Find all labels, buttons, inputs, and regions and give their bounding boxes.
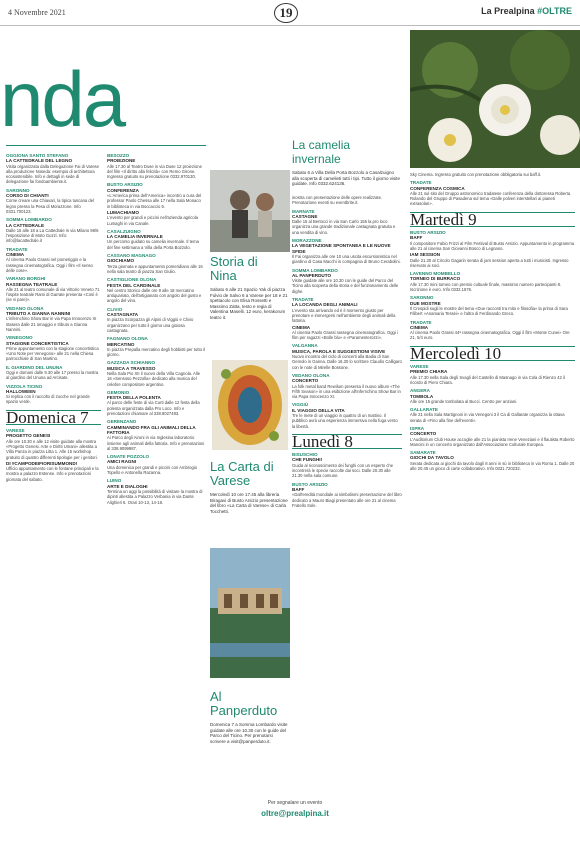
listing-location: MORAZZONE bbox=[292, 238, 322, 244]
listing-location: CASALZUIGNO bbox=[107, 228, 141, 234]
issue-date: 4 Novembre 2021 bbox=[8, 8, 66, 17]
page-number: 19 bbox=[274, 3, 298, 23]
section-divider bbox=[6, 145, 206, 146]
listing bbox=[292, 268, 402, 294]
listing-text: Ufficio appuntamento con le fontane principali e la mostra a palazzo Estense. Info e prenotazioni giornata del sabato. bbox=[6, 466, 99, 482]
listing-title: TOMBOLA bbox=[410, 393, 434, 399]
listing bbox=[410, 320, 575, 341]
listing bbox=[6, 365, 101, 381]
listing-title: CONCERTO bbox=[410, 431, 437, 437]
listing-title: LUMACHIAMO bbox=[107, 209, 139, 215]
listing bbox=[6, 306, 101, 332]
listing-text: Alle 17.30 mini torneo con premio cultuale finale, massimo numero partecipanti 8. Iscrizione è euro. Info 0332.1876. bbox=[410, 281, 562, 293]
listing bbox=[410, 271, 575, 292]
listing bbox=[107, 360, 205, 386]
listing-title: CORSO DI CHIANTI bbox=[6, 193, 49, 199]
listing bbox=[107, 307, 205, 333]
listing-location: LAVENNO MOMBELLO bbox=[410, 271, 461, 277]
listing-location: VARESE bbox=[6, 428, 25, 434]
day-heading: Mercoledì 10 bbox=[410, 346, 575, 361]
listing bbox=[6, 247, 101, 273]
feature-panperduto-title: Al Panperduto bbox=[210, 689, 278, 718]
listing-text: Terza giornata e appuntamento pomeridiano alle 16 nella sala teatro di piazza San Giulio. bbox=[107, 263, 203, 274]
listing bbox=[107, 253, 205, 274]
listing-text: Alle 21 nella Sala Martignoni in via Venegoni 3 il Ca di Gallarate organizza la ottava serata di «Fino alla fine dell'eventi». bbox=[410, 412, 565, 423]
listing-title: CASTAGNE bbox=[292, 213, 318, 219]
listing-text: Nel centro Storico dalle ore 9 alle 18 mercatino antiquariato, dell'artigianato con angolo del gusto e angolo del vino. bbox=[107, 287, 202, 304]
listing-text: Al cinema Paolo Grassi rassegna cinematografica. Oggi i film per ragazzi «Bolle blu» e «Paramenterozzi». bbox=[292, 329, 398, 341]
listing-text: Oggi e domani dalle 9.30 alle 17 presso la mostra al giardino del Ununa ad Arcisate. bbox=[6, 369, 99, 381]
listing-text: Ai Parco degli Aironi in via Inglesina laboratorio insieme agli animali della fattoria. Info e prenotazioni al 338.9099987. bbox=[107, 435, 205, 451]
listing-location: OGGIONA SANTO STEFANO bbox=[6, 153, 69, 158]
listing bbox=[107, 210, 205, 226]
listing-text: L'evento per grandi e piccini nell'azienda agricola Lumaghi in via Canale. bbox=[107, 215, 198, 226]
listing-location: VEDANO OLONA bbox=[292, 372, 330, 378]
listing bbox=[107, 454, 205, 475]
listing bbox=[6, 335, 101, 361]
listing bbox=[292, 402, 402, 428]
listing-text: In piazza Prepalla mercatino degli hobbisti per tutto il giorno. bbox=[107, 346, 205, 358]
listing-text: Guida al riconoscimento dei funghi con un esperto che incontrerà le specie raccolte dai soci. Dalle 20.30 alle 21.30 nella sala comune. bbox=[292, 462, 394, 479]
listing-location: BUSTO ARSIZIO bbox=[107, 182, 143, 188]
listing-text: Nella Sala Pio XII il nuovo della Villa Cagnola. Alle 16 «Sensoso Pezzolla» dedicato alla musica del celebre compositore argentino. bbox=[107, 370, 201, 387]
listing bbox=[107, 277, 205, 303]
listing-title: PROIEZIONE bbox=[107, 158, 136, 164]
listing-text: Alle ore 15 grande tombolata al Bucci. Centro per anziani. bbox=[410, 398, 518, 404]
listing bbox=[410, 180, 575, 206]
listing-location: CASSANO MAGNAGO bbox=[107, 253, 156, 259]
listing bbox=[6, 217, 101, 243]
listing-location: GALLARATE bbox=[410, 407, 438, 413]
listing-title: LA LOCANDA DEGLI ANIMALI bbox=[292, 302, 358, 308]
listing-title: CINEMA bbox=[6, 252, 25, 258]
listing bbox=[292, 209, 402, 235]
listing-location: VARANO BORGHI bbox=[6, 276, 46, 282]
listing-title: LA VEGETAZIONE SPONTANEA E LE NUOVE SFIDE bbox=[292, 243, 391, 254]
feature-camelia-text: Sabato 6 a Villa Della Porta Bozzolo a Casalzuigno alla scoperta di camelieti tutti i tipi. Tutto il giorno visite guidate. Info 0332.624136. bbox=[292, 170, 401, 187]
listing bbox=[107, 390, 205, 416]
listing-text: Alle 17.30 nella Sala degli Svagli del Castello di Masnago in via Cola di Rienzo 42 il ricordo di Piero Chiara. bbox=[410, 374, 565, 385]
listing-location: VARESE bbox=[410, 364, 429, 370]
listing bbox=[107, 336, 205, 357]
listing bbox=[292, 325, 402, 341]
listing-title: TORNEO DI BURRACO bbox=[410, 276, 461, 282]
feature-nina bbox=[210, 255, 288, 321]
listing-title: PROGETTO GENESI bbox=[6, 433, 51, 439]
listing-text: In piazza Scorpazza gli Alpini di Viggiù e Clivio organizzano per tutto il giorno una gioiosa castagnata. bbox=[107, 317, 194, 333]
listing-text: «L'America prima dell'America» incontro a cura del professor Paolo Chessa alle 17 nella Sala Monaco in biblioteca in via Boccaccio 5. bbox=[107, 193, 202, 209]
col1-top bbox=[6, 153, 101, 405]
listing-text: Si replica con il raccolto di zucche nel grande spazio verde. bbox=[6, 394, 90, 405]
listing-location: FAGNANO OLONA bbox=[107, 336, 148, 342]
feature-carta-text: Mercoledì 10 ore 17.45 alla libreria Biragavi di Busto Arsizio presentazione del libro «La Carta di Varese» di Carla Tocchetti. bbox=[210, 492, 288, 514]
listing-text: Il Crespidi sugli le mostre del tema «Due racconti tra mito e filosofia» la prima di Sara Filibert «Anamaria Tessei» e l'altra di Ferdinando Greco. bbox=[410, 305, 568, 317]
listing-text: Una domenica per grandi e piccini con Ambrogio Topello e Antonella Razanna. bbox=[107, 464, 198, 476]
listing-location: BUSTO ARSIZIO bbox=[410, 230, 446, 236]
listing-location: BISUSCHIO bbox=[292, 452, 318, 458]
listing bbox=[410, 252, 575, 268]
listing-text: inostra con presentazione delle opere realizzate. Prenotazione eventi su eventbrite.it. bbox=[292, 195, 383, 206]
listing-text: Dalle 15 al Bertocci in via San Carlo 155 la pro loco organizza una grande tradizionale castagnata gratuita e una vendita di vino. bbox=[292, 219, 396, 235]
feature-carta-title: La Carta di Varese bbox=[210, 459, 274, 488]
listing-location: TRADATE bbox=[410, 180, 432, 186]
listing-location: SAMARATE bbox=[410, 450, 436, 456]
listing-title: BAFF bbox=[292, 486, 305, 492]
listing bbox=[292, 373, 402, 399]
section-title: nda bbox=[0, 55, 125, 143]
listing-text: L'evento sta arrivando ed è il momento giusto per prenotare e immergersi nell'ambiente degli animali della fattoria. bbox=[292, 307, 396, 324]
listing bbox=[6, 276, 101, 302]
listing-text: Prime appuntamento con la stagione concertistica «Uno Note per Venegono» alle 21 nella Chiesa parrocchiale di San Martino. bbox=[6, 345, 99, 362]
listing-text: Il Fai organizza alle ore 10 una uscita escursionistica nel giardino di Casa Macchi in compagnia di Bruno Cerabolini. bbox=[292, 253, 401, 265]
listing bbox=[107, 182, 205, 208]
listing-location: LONATE POZZOLO bbox=[107, 454, 150, 460]
listing-text: Come creare una Chiavari, la tipica tuscana del legno presso la Pesa di Morazzone. Info 0331.700123. bbox=[6, 198, 94, 214]
listing-text: Tre le mete di un viaggio in quattro di un mattino. Il pubblico avrà una esperienza immersiva nella fuga verso la libertà. bbox=[292, 412, 398, 429]
listing-title: CONCERTO bbox=[292, 378, 319, 384]
listing-location: VEDANO OLONA bbox=[6, 305, 44, 311]
listing-text: Dalle 21.30 al Circolo Gagarin serata di jam session aperta a tutti i musicisti. Ingresso riservato ai soci. bbox=[410, 257, 569, 268]
listing-title: CAMMINANDO FRA GLI ANIMALI DELLA FATTORIA bbox=[107, 424, 196, 435]
page-header bbox=[0, 0, 580, 26]
carta-photo bbox=[212, 360, 288, 450]
listing-title: ARTE E DIALOGHI bbox=[107, 483, 148, 489]
listing bbox=[107, 153, 205, 179]
feature-camelia-title: La camelia invernale bbox=[292, 138, 351, 166]
listing bbox=[107, 478, 205, 504]
listing-location: ISPRA bbox=[410, 425, 425, 431]
listing-location: VALGANNA bbox=[292, 343, 318, 349]
listing-text: «Dall'eredità mondiale ai simbolismi presentazione del libro dedicato a Mauro Biagi presentato alle ore 21 al cinema Fratello Sole. bbox=[292, 492, 402, 508]
listing-text: Al parco delle feste di via Curti dalle 12 festa della polenta organizzata dalla Pro Loco. Info e prenotazioni chiamare al 338.9027493. bbox=[107, 400, 200, 417]
submit-label: Per segnalare un evento bbox=[267, 800, 323, 806]
listing-location: TRADATE bbox=[6, 246, 28, 252]
listing-text: Visite guidate alle ore 10.30 con le guide del Parco del Ticino alla scoperta della storia e del funzionamento delle dighe. bbox=[292, 278, 399, 294]
listing-title: TRIBUTO A GIANNA NANNINI bbox=[6, 311, 71, 317]
listing-location: GEMONIO bbox=[107, 389, 130, 395]
listing-text: Al cinema Paolo Grassi 44ª rassegna cinematografica. Oggi il film «Monte Cunei» Ore 21, 5/4 euro. bbox=[410, 330, 570, 341]
listing bbox=[107, 229, 205, 250]
listing-title: PREMIO CHIARA bbox=[410, 369, 448, 375]
listing-title: DUE MOSTRE bbox=[410, 300, 441, 306]
listing bbox=[410, 230, 575, 251]
listing-location: BUSTO ARSIZIO bbox=[292, 481, 328, 487]
listing-text: Termina un aggi la possibilità di visitare la mostra di dipinti allestita a Palazzo Verbania in via Dante Alighieri 6. Orari 10-13, 14-18. bbox=[107, 488, 203, 505]
listing-text: Un percorso guidato su camelia invernale. Il tema del fine settimana a Villa della Porta Bozzolo. bbox=[107, 239, 199, 250]
feature-nina-title: Storia di Nina bbox=[210, 254, 258, 283]
listing-title: AL PANPERDUTO bbox=[292, 272, 332, 278]
submit-event-box bbox=[210, 800, 380, 818]
listing-text: Alle 21 al teatro comunale di via Vittorio Veneto 71 l'ospite teatrale Rami di Garrate presenta «Così è (se vi pare)». bbox=[6, 286, 100, 303]
listing-title: BAFF bbox=[410, 235, 423, 241]
listing-title: FESTA DEL CARDINALE bbox=[107, 282, 161, 288]
listing bbox=[292, 195, 402, 206]
listing bbox=[292, 452, 402, 478]
listing-location: MARNATE bbox=[292, 208, 315, 214]
listing-location: ANGERA bbox=[410, 388, 430, 394]
listing-text: Alle ore 10.30 e alle 12 visite guidate alla mostra «Progetto Genesi. Arte e Diritti Umani» allestita a Villa Panza in piazza Litta 1. Alle 15 workshop gratuito di quattro differenti tipologie per i genitori. bbox=[6, 438, 98, 460]
listing-title: LA CATTEDRALE DEL LEGNO bbox=[6, 158, 73, 164]
listing-location: TRADATE bbox=[410, 319, 432, 325]
listing-location: BESOZZO bbox=[107, 153, 130, 158]
listing-title: IL VIAGGIO DELLA VITA bbox=[292, 407, 345, 413]
listing-location: LUINO bbox=[107, 478, 122, 484]
listing-location: SOMMA LOMBARDO bbox=[6, 217, 52, 223]
listing-title: CONFERENZA COSMICA bbox=[410, 185, 465, 191]
feature-panperduto-text: Domenica 7 a Somma Lombardo visite guidate alle ore 10.30 con le guide del Parco del Ticino. Per prenotarsi scrivere a visit@panperduto.it. bbox=[210, 722, 288, 744]
brand-name: La Prealpina bbox=[481, 6, 535, 16]
listing-location: GAZZADA SCHIANNO bbox=[107, 360, 156, 366]
listing-location: VENEGONO bbox=[6, 335, 33, 341]
listing bbox=[6, 188, 101, 214]
feature-camelia bbox=[292, 138, 402, 187]
listing-text: L'Auditorium Club House accoglie alle 21 la pianista Irene Veneziani e il flautista Roberto Mancini in un concerto organizzato dall'Associazione Culturale Europea. bbox=[410, 436, 575, 447]
listing-location: SARONNO bbox=[6, 187, 30, 193]
camelia-photo bbox=[410, 30, 580, 168]
listing-text: Sky Cinema. Ingresso gratuito con prenotazione obbligatoria sui baff.it. bbox=[410, 172, 542, 177]
listing-location: VIZZOLA TICINO bbox=[6, 383, 43, 389]
listing-title: FESTA DELLA POLENTA bbox=[107, 395, 161, 401]
listing-title: AMICI RAGNI bbox=[107, 459, 137, 465]
listing-title: DI #CAMPODEIFIORISUMMOND! bbox=[6, 460, 78, 466]
listing-title: HALLOWEEN bbox=[6, 388, 36, 394]
listing-title: MUSICA A TRAVESSO bbox=[107, 365, 156, 371]
listing-location: GERENZANO bbox=[107, 419, 137, 425]
listing bbox=[292, 482, 402, 508]
brand-tag: #OLTRE bbox=[537, 6, 572, 16]
listing-title: GIOCHIAMO bbox=[107, 258, 135, 264]
listing-title: CONFERENZA bbox=[107, 187, 139, 193]
nina-photo bbox=[210, 170, 290, 252]
listing-title: MUSICA, PAROLA E SUGGESTIONI VISIVE bbox=[292, 348, 386, 354]
listing-text: Visita organizzata dalla Delegazione Fai di Varese alla produzione Noseda: esempio di architettura ecosostenibile. Info e dettagli in sede di delegazione fai fondoambiente.it. bbox=[6, 163, 99, 185]
listing-title: IAM SESSION bbox=[410, 252, 441, 258]
column-1 bbox=[6, 150, 101, 840]
listing-title: LA CAMELIA INVERNALE bbox=[107, 234, 163, 240]
listing bbox=[410, 388, 575, 404]
listing bbox=[410, 172, 575, 177]
column-4 bbox=[292, 195, 402, 795]
listing-text: La folk metal band Rewilum presenta il nuovo album «The Fifth Season» in una esibizione all'Infernchino Show Bar in via Papa Innocenzo XI. bbox=[292, 383, 401, 400]
listing-location: CASTIGLIONE OLONA bbox=[107, 277, 157, 283]
listing-text: Serata dedicata ai giochi da tavolo dagli 8 anni in sù in biblioteca in via Roma 1. Dalle 20 alle 20.45 un gioco di carte collaborativo. Info 0331.720232. bbox=[410, 460, 575, 472]
listing-title: MERCATINO bbox=[107, 341, 135, 347]
masthead bbox=[481, 6, 572, 16]
listing bbox=[410, 295, 575, 316]
day-heading: Martedì 9 bbox=[410, 212, 575, 227]
listing bbox=[107, 419, 205, 451]
listing-title: GIOCHI DA TAVOLO bbox=[410, 455, 454, 461]
day-heading: Domenica 7 bbox=[6, 410, 101, 425]
column-2 bbox=[107, 150, 205, 840]
day-heading: Lunedì 8 bbox=[292, 434, 402, 449]
listing-text: Alle 21 sul sito del Gruppo astronomico tradatese conferenza della dottoressa Roberta Rolando del Gruppo di Pasadena sul tema «Dalle polveri interstellari ai pianeti extrasolari». bbox=[410, 190, 571, 207]
listing-location: VIGGIÙ bbox=[292, 402, 309, 408]
listing-location: TRADATE bbox=[292, 297, 314, 303]
listing-location: SOMMA LOMBARDO bbox=[292, 267, 338, 273]
listing-text: Alle 17.30 al Teatro Duse in via Duse 12 proiezione del film «Il diritto alla felicità» con Remo Girone. Ingresso gratuito su prenotazione 0332.970130. bbox=[107, 163, 202, 180]
listing-location: CLIVIO bbox=[107, 306, 123, 312]
column-5 bbox=[410, 172, 575, 832]
listing-title: CINEMA bbox=[410, 324, 429, 330]
submit-email[interactable]: oltre@prealpina.it bbox=[261, 809, 329, 818]
listing-location: IL GIARDINO DEL UNUNA bbox=[6, 364, 63, 370]
listing-title: LA CATTEDRALE bbox=[6, 222, 45, 228]
listing-text: Il compositore Fabio Frizzi al Film Festival di Busto Arsizio. Appuntamento in programma alle 21 al cinema San Giovanni Bosco di Legnano. bbox=[410, 240, 575, 251]
listing bbox=[410, 426, 575, 447]
feature-panperduto bbox=[210, 690, 288, 744]
listing bbox=[410, 407, 575, 423]
listing bbox=[6, 153, 101, 185]
listing-title: CHE FUNGHI! bbox=[292, 457, 323, 463]
listing-title: RASSEGNA TEATRALE bbox=[6, 281, 58, 287]
listing bbox=[292, 297, 402, 323]
listing bbox=[292, 238, 402, 264]
listing-title: STAGIONE CONCERTISTICA bbox=[6, 340, 69, 346]
listing-text: L'infernchino Show Bar in via Papa Innocenzo XI stasera dalle 21 omaggio e tributo a Gianna Nannini. bbox=[6, 316, 97, 332]
panperduto-photo bbox=[210, 548, 290, 678]
feature-carta bbox=[210, 460, 288, 514]
listing bbox=[6, 461, 101, 482]
listing bbox=[410, 450, 575, 471]
feature-nina-text: Sabato 6 alle 21 Spazio Yak di piazza Fulvio de Salvo 6 a Varese per 18 e 21 spettacolo con Elisa Rossetti e Massimo Zatta, testo e regia di Valentina Maselli. 12 euro, kerakorum teatro it. bbox=[210, 287, 288, 320]
listing bbox=[292, 343, 402, 369]
listing-text: Dalle 15 alle 18 a La Cattedrale in via Milano 98/6 l'esposizione di Moto Guzzi. Info: info@lacattedrale.it bbox=[6, 227, 99, 244]
listing-title: CINEMA bbox=[292, 324, 311, 330]
listing bbox=[6, 428, 101, 460]
listing-location: SARONNO bbox=[410, 295, 434, 301]
listing-text: Al cinema Paolo Grassi nel pomeriggio e la rassegna cinematografica. Oggi i film «Il senso delle cose». bbox=[6, 257, 93, 273]
listing-title: CASTAGNATA bbox=[107, 312, 139, 318]
listing bbox=[6, 384, 101, 405]
listing bbox=[410, 364, 575, 385]
listing-text: Nuovo incontro del ciclo di concerti alla Badia di San Gemolo in Ganna. Dalle 16.30 lo scrittore Claudio Calligaro con le note di Mirelle Bossone. bbox=[292, 354, 402, 370]
